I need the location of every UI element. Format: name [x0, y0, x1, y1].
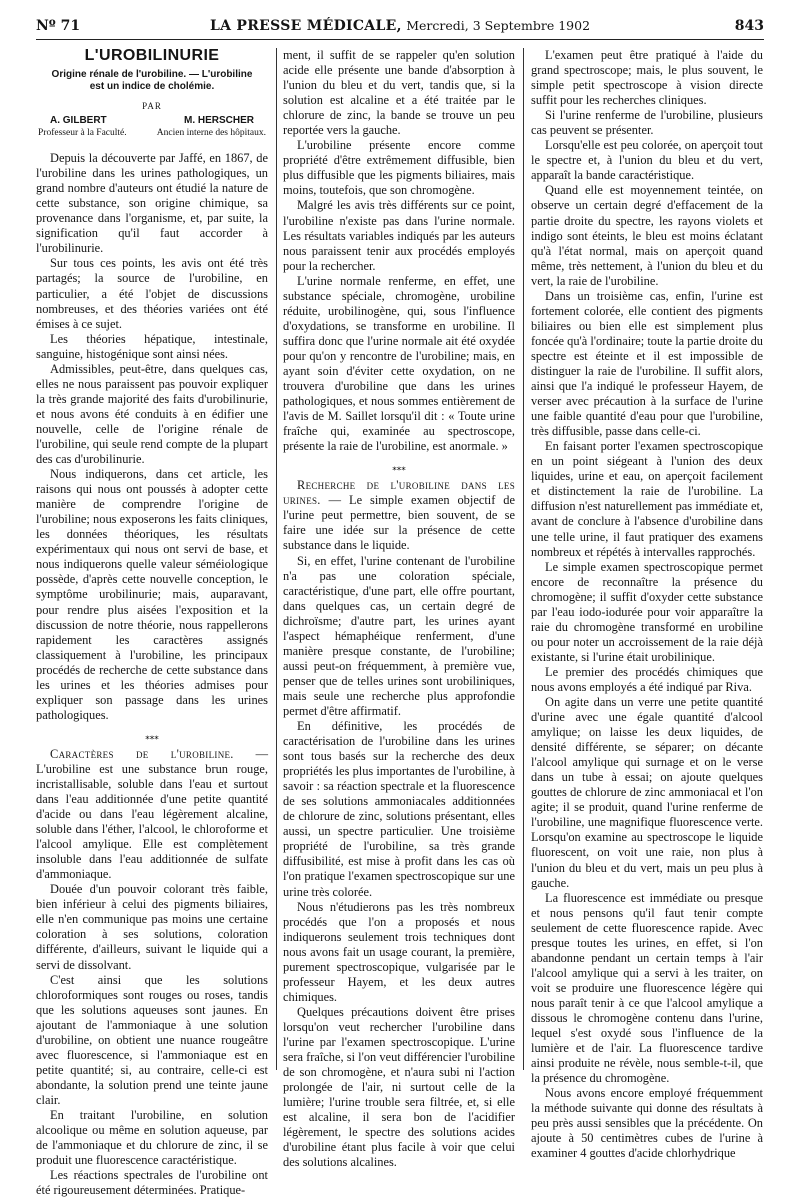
- section-paragraph: [36, 747, 268, 882]
- paragraph: Depuis la découverte par Jaffé, en 1867, de l'urobiline dans les urines pathologiques, un grand nombre d'auteurs ont étudié la nature de cette substance, son origine chimique, sa provenance dans l'organisme, et, par suite, la signification qu'il faut accorder à l'urobilinurie.: [36, 151, 268, 256]
- article-subtitle: Origine rénale de l'urobiline. — L'urobiline est un indice de cholémie.: [51, 69, 253, 93]
- issue-number: Nº 71: [36, 18, 81, 34]
- paragraph: Quand elle est moyennement teintée, on observe un certain degré d'effacement de la partie droite du spectre, les rayons violets et indigo sont éteints, le bleu est moins éclatant qu'à l'état normal, mais on aperçoit quand même, très nettement, à l'union du bleu et du vert, la raie de l'urobiline.: [531, 183, 763, 288]
- paragraph-text: — Le simple examen objectif de l'urine peut permettre, bien souvent, de se faire une idée sur la présence de cette substance dans le liquide.: [283, 493, 515, 553]
- paragraph: Nous n'étudierons pas les très nombreux procédés que l'on a proposés et nous indiquerons seulement trois techniques dont nous avons fait un usage courant, la première, purement spectroscopique, vulgarisée par le professeur Hayem, et les deux autres chimiques.: [283, 899, 515, 1004]
- column-2: [283, 48, 515, 1170]
- paragraph: Les réactions spectrales de l'urobiline ont été rigoureusement déterminées. Pratique-: [36, 1168, 268, 1198]
- paragraph: En traitant l'urobiline, en solution alcoolique ou même en solution aqueuse, par de l'ammoniaque et du chlorure de zinc, il se produit une fluorescence caractéristique.: [36, 1108, 268, 1168]
- paragraph: L'examen peut être pratiqué à l'aide du grand spectroscope; mais, le plus souvent, le simple petit spectroscope à vision directe suffit pour les recherches cliniques.: [531, 48, 763, 108]
- section-paragraph: [283, 478, 515, 553]
- paragraph: Lorsqu'elle est peu colorée, on aperçoit tout le spectre et, à l'union du bleu et du vert, apparaît la bande caractéristique.: [531, 138, 763, 183]
- paragraph: Les théories hépatique, intestinale, sanguine, histogénique sont ainsi nées.: [36, 331, 268, 361]
- journal-name: LA PRESSE MÉDICALE,: [209, 18, 402, 34]
- paragraph: Malgré les avis très différents sur ce point, l'urobiline n'existe pas dans l'urine normale. Les résultats variables indiqués par les auteurs nous paraissent tenir aux procédés employés pour la rechercher.: [283, 198, 515, 273]
- paragraph: Douée d'un pouvoir colorant très faible, bien inférieur à celui des pigments biliaires, elle n'en communique pas moins une certaine coloration à ses solutions, coloration différente, d'ailleurs, suivant le liquide qui a servi de dissolvant.: [36, 882, 268, 972]
- page-number: 843: [734, 18, 764, 34]
- column-3: [531, 48, 763, 1161]
- paragraph: L'urobiline présente encore comme propriété d'être extrêmement diffusible, bien plus diffusible que les pigments biliaires, mais moins, toutefois, que son chromogène.: [283, 138, 515, 198]
- author-roles: [36, 127, 268, 139]
- section-heading: Recherche de l'urobiline dans les urines.: [283, 478, 515, 508]
- paragraph: On agite dans un verre une petite quantité d'urine avec une égale quantité d'alcool amylique; on laisse les deux liquides, de densité différente, se séparer; on décante l'alcool amylique qui surnage et on le verse dans un tube à essai; on ajoute quelques gouttes de chlorure de zinc ammoniacal et l'on agite; il se produit, quand l'urine renferme de l'urobiline, une magnifique fluorescence verte. Lorsqu'on examine au spectroscope le liquide fluorescent, on voit une raie, non plus à l'union du bleu et du vert, mais un peu plus à gauche.: [531, 695, 763, 890]
- paragraph: Nous avons encore employé fréquemment la méthode suivante qui donne des résultats à peu près aussi sensibles que la précédente. On ajoute à 50 centimètres cubes de l'urine à examiner 4 gouttes d'acide chlorhydrique: [531, 1086, 763, 1161]
- section-stars: ⁎⁎⁎: [145, 730, 159, 741]
- column-1: [36, 47, 268, 1198]
- paragraph: Sur tous ces points, les avis ont été très partagés; la source de l'urobiline, en particulier, a été l'objet de discussions nombreuses, et des théories variées ont été émises à ce sujet.: [36, 256, 268, 331]
- header-rule: [36, 39, 764, 40]
- paragraph: La fluorescence est immédiate ou presque et nous pensons qu'il faut tenir compte seulement de cette fluorescence rapide. Avec presque toutes les urines, en effet, si l'on abandonne pendant un certain temps à l'air l'alcool amylique qui a servi à les traiter, on voit se produire une fluorescence légère qui nous paraît tenir à ce que l'alcool amylique a dissous le chromogène contenu dans l'urine, lequel s'est oxydé sous l'influence de la lumière et de l'air. La fluorescence tardive ainsi produite ne révèle, nous semble-t-il, que la présence du chromogène.: [531, 890, 763, 1086]
- paragraph: C'est ainsi que les solutions chloroformiques sont rouges ou roses, tandis que les solutions aqueuses sont jaunes. En ajoutant de l'ammoniaque à une solution d'urobiline, on obtient une nuance rougeâtre avec fluorescence, si l'ammoniaque est en petite quantité; si, au contraire, celle-ci est abondante, la solution prend une teinte jaune clair.: [36, 972, 268, 1107]
- author-herscher: M. HERSCHER: [183, 115, 254, 127]
- column-divider: [276, 48, 277, 1070]
- paragraph: Si l'urine renferme de l'urobiline, plusieurs cas peuvent se présenter.: [531, 108, 763, 138]
- paragraph: Admissibles, peut-être, dans quelques cas, elles ne nous paraissent pas pouvoir expliquer la très grande majorité des faits d'urobilinurie, et nous avons été conduits à en édifier une nouvelle, celle de l'origine rénale de l'urobiline, qui seule rend compte de la plupart des cas d'urobilinurie.: [36, 361, 268, 467]
- column-divider: [523, 48, 524, 1070]
- issue-date: Mercredi, 3 Septembre 1902: [406, 18, 591, 33]
- paragraph: ment, il suffit de se rappeler qu'en solution acide elle présente une bande d'absorption à l'union du bleu et du vert, tandis que, si la solution est alcaline et a été traitée par le chlorure de zinc, la bande se trouve un peu reportée vers la gauche.: [283, 48, 515, 138]
- authors: [36, 115, 268, 127]
- paragraph: Si, en effet, l'urine contenant de l'urobiline n'a pas une coloration spéciale, caractéristique, d'une part, elle offre pourtant, dans quelques cas, un certain degré de dichroïsme; d'autre part, les urines ayant l'aspect hémaphéique renferment, d'une manière presque constante, de l'urobiline; aussi peut-on fréquemment, à première vue, penser que de telles urines sont urobiliniques, mais seule une recherche plus approfondie permet d'être affirmatif.: [283, 553, 515, 718]
- paragraph: En définitive, les procédés de caractérisation de l'urobiline dans les urines sont tous basés sur la recherche des deux propriétés les plus importantes de l'urobiline, à savoir : sa réaction spectrale et la fluorescence de ses solutions ammoniacales additionnées de chlorure de zinc, solutions présentant, elles aussi, un spectre particulier. Une troisième propriété de l'urobiline, sa très grande diffusibilité, est mise à profit dans les cas où l'on pratique l'examen spectroscopique sur une urine très colorée.: [283, 719, 515, 899]
- paragraph: En faisant porter l'examen spectroscopique en un point siégeant à l'union des deux liquides, urine et eau, on aperçoit facilement et distinctement la raie de l'urobiline. La diffusion n'est naturellement pas immédiate et, avant de conclure à l'absence d'urobiline dans une telle urine, il faut pratiquer des examens nombreux et répétés à intervalles rapprochés.: [531, 439, 763, 559]
- article-title: L'UROBILINURIE: [84, 47, 220, 64]
- section-heading: Caractères de l'urobiline.: [50, 746, 234, 761]
- paragraph-text: — L'urobiline est une substance brun rouge, incristallisable, soluble dans l'eau et surtout dans l'eau additionnée d'une petite quantité d'acide ou dans l'eau légèrement alcaline, soluble dans l'éther, l'alcool, le chloroforme et l'alcool amylique. Elle est complètement insoluble dans l'eau additionnée de sulfate d'ammoniaque.: [36, 746, 268, 882]
- byline-par: PAR: [142, 101, 162, 112]
- paragraph: Le premier des procédés chimiques que nous avons employés a été indiqué par Riva.: [531, 664, 763, 694]
- author-herscher-role: Ancien interne des hôpitaux.: [156, 128, 266, 139]
- paragraph: L'urine normale renferme, en effet, une substance spéciale, chromogène, urobiline réduite, urobilinogène, qui, sous l'influence d'oxydations, se transforme en urobiline. Il suffira donc que l'urine normale ait été oxydée pour qu'on y rencontre de l'urobiline; mais, en ayant soin d'éviter cette oxydation, on ne trouvera d'urobiline que dans les urines pathologiques, et nous sommes entièrement de l'avis de M. Saillet lorsqu'il dit : « Toute urine fraîche qui, examinée au spectroscope, présente la raie de l'urobiline, est anormale. »: [283, 273, 515, 454]
- paragraph: Nous indiquerons, dans cet article, les raisons qui nous ont poussés à adopter cette manière de comprendre l'origine de l'urobiline; nous exposerons les faits cliniques, les données théoriques, les résultats expérimentaux qui nous ont servi de base, et nous indiquerons quelle valeur séméiologique possède, d'après cette nouvelle conception, le symptôme urobilinurie; mais, auparavant, pour rendre plus aisées l'exposition et la discussion de notre théorie, nous rappellerons rapidement les caractères assignés classiquement à l'urobiline, les principaux procédés de recherche de cette substance dans les urines et les théories admises pour expliquer son passage dans les urines pathologiques.: [36, 467, 268, 722]
- author-gilbert: A. GILBERT: [50, 115, 107, 127]
- masthead: [36, 18, 764, 34]
- paragraph: Quelques précautions doivent être prises lorsqu'on veut rechercher l'urobiline dans l'urine par l'examen spectroscopique. L'urine sera fraîche, si l'on veut différencier l'urobiline de son chromogène, et n'aura subi ni l'action prolongée de l'air, ni surtout celle de la lumière; l'urine trouble sera filtrée, et, si elle est alcaline, il sera bon de l'acidifier légèrement, le spectre des solutions acides d'urobiline étant plus facile à voir que celui des solutions alcalines.: [283, 1004, 515, 1170]
- author-gilbert-role: Professeur à la Faculté.: [38, 128, 127, 139]
- section-stars: ⁎⁎⁎: [392, 462, 406, 473]
- paragraph: Dans un troisième cas, enfin, l'urine est fortement colorée, elle contient des pigments biliaires ou bien elle est simplement plus foncée qu'à l'ordinaire; toute la partie droite du spectre est éteinte et il est impossible de distinguer la raie de l'urobiline. Il suffit alors, ainsi que l'a indiqué le professeur Hayem, de verser avec précaution à la surface de l'urine une faible quantité d'eau pour que l'urobiline, très diffusible, passe dans celle-ci.: [531, 288, 763, 439]
- page-header: [36, 18, 764, 40]
- paragraph: Le simple examen spectroscopique permet encore de reconnaître la présence du chromogène; il suffit d'oxyder cette substance par l'eau iodo-iodurée pour voir apparaître la raie du chromogène transformé en urobiline ou pour noter un accroissement de la raie déjà existante, si l'urine était urobilinique.: [531, 559, 763, 664]
